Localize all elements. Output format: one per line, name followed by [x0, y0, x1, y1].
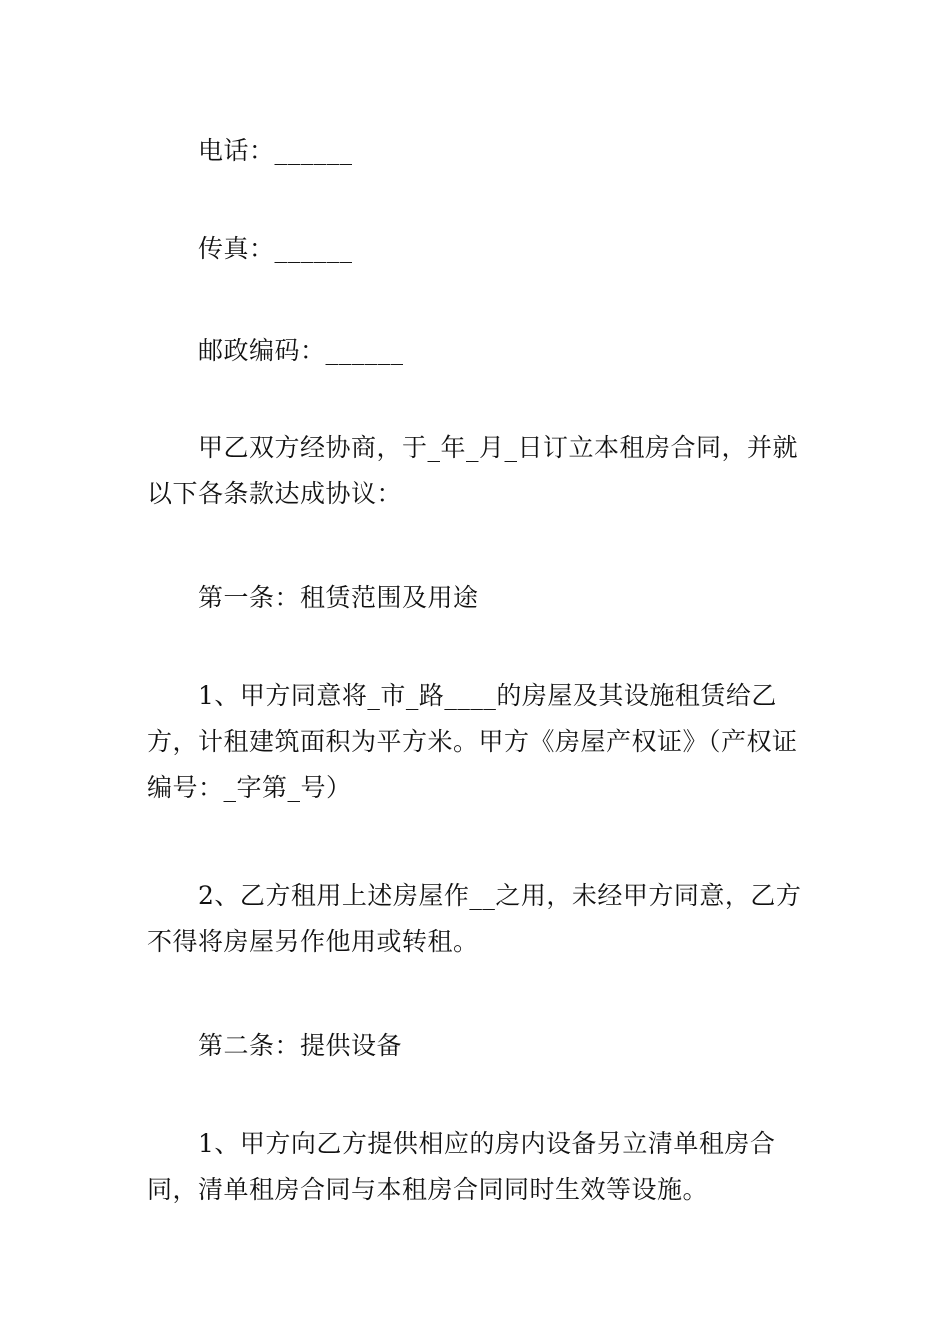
article-2-title: 第二条：提供设备 — [198, 1031, 403, 1060]
agreement-intro: 甲乙双方经协商，于_年_月_日订立本租房合同，并就以下各条款达成协议： — [147, 433, 799, 508]
phone-line: 电话：______ — [198, 136, 353, 165]
article-1-title: 第一条：租赁范围及用途 — [198, 583, 479, 612]
article-1-clause-2: 2、乙方租用上述房屋作__之用，未经甲方同意，乙方不得将房屋另作他用或转租。 — [147, 881, 802, 956]
postcode-line: 邮政编码：______ — [198, 336, 404, 365]
fax-line: 传真：______ — [198, 234, 353, 263]
article-2-clause-1: 1、甲方向乙方提供相应的房内设备另立清单租房合同，清单租房合同与本租房合同同时生效等设施。 — [147, 1129, 776, 1204]
article-1-clause-1: 1、甲方同意将_市_路____的房屋及其设施租赁给乙方，计租建筑面积为平方米。甲方《房屋产权证》（产权证编号：_字第_号） — [147, 681, 798, 802]
